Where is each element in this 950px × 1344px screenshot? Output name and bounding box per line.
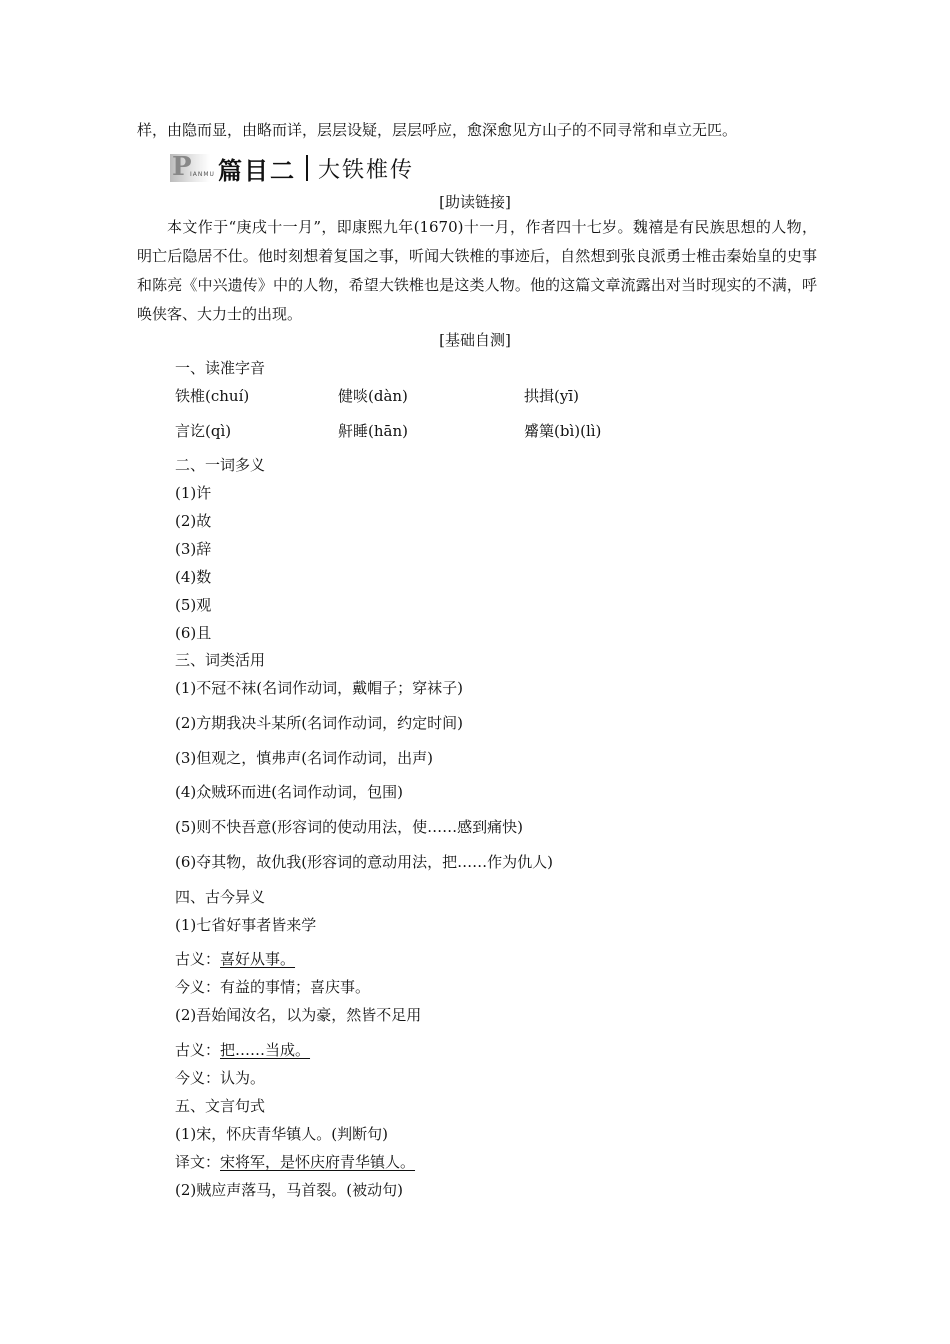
- pronunciation-item: 健啖(dàn): [338, 387, 408, 405]
- word-class-item: (1)不冠不袜(名词作动词，戴帽子；穿袜子): [175, 679, 463, 697]
- pronunciation-item: 铁椎(chuí): [175, 387, 250, 405]
- word-class-item: (3)但观之，慎弗声(名词作动词，出声): [175, 749, 433, 767]
- polysemy-item: (5)观: [175, 596, 212, 614]
- section-title: 大铁椎传: [318, 157, 415, 183]
- modern-meaning-row: [175, 977, 370, 997]
- reading-link-paragraph: 本文作于“庚戌十一月”，即康熙九年(1670)十一月，作者四十七岁。魏禧是有民族思想的人物，明亡后隐居不仕。他时刻想着复国之事，听闻大铁椎的事迹后，自然想到张良派勇士椎击秦始皇的史事和陈亮《中兴遗传》中的人物，希望大铁椎也是这类人物。他的这篇文章流露出对当时现实的不满，呼唤侠客、大力士的出现。: [137, 218, 817, 323]
- ancient-meaning: 喜好从事。: [220, 950, 296, 968]
- ancient-modern-heading: 四、古今异义: [175, 888, 266, 906]
- modern-label: 今义：: [175, 1069, 221, 1087]
- ancient-label: 古义：: [175, 1041, 221, 1059]
- pronunciation-item: 觱篥(bì)(lì): [524, 422, 602, 440]
- translation-text: 宋将军，是怀庆府青华镇人。: [220, 1153, 416, 1171]
- modern-meaning-row: [175, 1068, 265, 1088]
- polysemy-item: (2)故: [175, 512, 212, 530]
- polysemy-item: (3)辞: [175, 540, 212, 558]
- pronunciation-heading: 一、读准字音: [175, 359, 266, 377]
- word-class-item: (5)则不快吾意(形容词的使动用法，使……感到痛快): [175, 818, 523, 836]
- polysemy-item: (4)数: [175, 568, 212, 586]
- ancient-modern-sentence: (1)七省好事者皆来学: [175, 916, 317, 934]
- pronunciation-item: 鼾睡(hān): [338, 422, 408, 440]
- word-class-heading: 三、词类活用: [175, 651, 266, 669]
- modern-meaning: 有益的事情；喜庆事。: [220, 978, 371, 996]
- modern-meaning: 认为。: [220, 1069, 266, 1087]
- section-header: [170, 152, 414, 184]
- section-logo: [170, 152, 215, 182]
- polysemy-item: (1)许: [175, 484, 212, 502]
- syntax-sentence: (1)宋，怀庆青华镇人。(判断句): [175, 1125, 388, 1143]
- modern-label: 今义：: [175, 978, 221, 996]
- ancient-meaning: 把……当成。: [220, 1041, 311, 1059]
- reading-link-heading: [助读链接]: [439, 193, 511, 211]
- word-class-item: (6)夺其物，故仇我(形容词的意动用法，把……作为仇人): [175, 853, 553, 871]
- pronunciation-item: 言讫(qì): [175, 422, 232, 440]
- word-class-item: (2)方期我决斗某所(名词作动词，约定时间): [175, 714, 463, 732]
- syntax-sentence: (2)贼应声落马，马首裂。(被动句): [175, 1181, 403, 1199]
- pronunciation-item: 拱揖(yī): [524, 387, 579, 405]
- ancient-meaning-row: [175, 1040, 310, 1060]
- polysemy-item: (6)且: [175, 624, 212, 642]
- section-number: 篇目二: [218, 156, 296, 185]
- translation-row: [175, 1152, 415, 1172]
- polysemy-heading: 二、一词多义: [175, 456, 266, 474]
- translation-label: 译文：: [175, 1153, 221, 1171]
- ancient-meaning-row: [175, 949, 295, 969]
- logo-letter: P: [172, 152, 192, 182]
- intro-tail-text: 样，由隐而显，由略而详，层层设疑，层层呼应，愈深愈见方山子的不同寻常和卓立无匹。: [137, 121, 738, 139]
- logo-sub: IANMU: [190, 171, 215, 178]
- ancient-modern-sentence: (2)吾始闻汝名，以为豪，然皆不足用: [175, 1006, 422, 1024]
- self-test-heading: [基础自测]: [439, 331, 511, 349]
- ancient-label: 古义：: [175, 950, 221, 968]
- word-class-item: (4)众贼环而进(名词作动词，包围): [175, 783, 403, 801]
- syntax-heading: 五、文言句式: [175, 1097, 266, 1115]
- section-divider: [306, 155, 308, 181]
